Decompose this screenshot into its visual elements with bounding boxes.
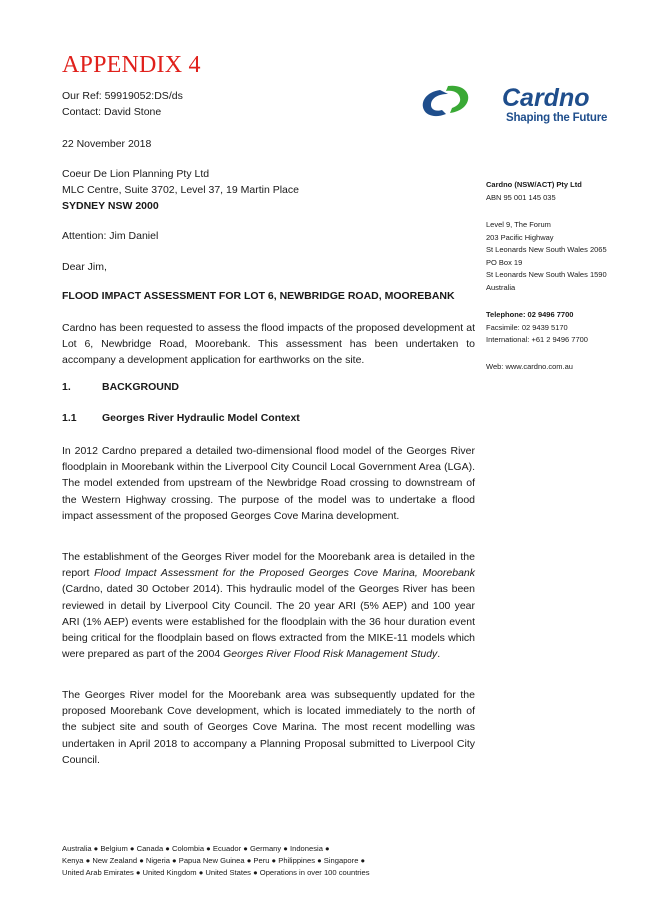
our-ref: Our Ref: 59919052:DS/ds [62,90,183,102]
para2-text-c: (Cardno, dated 30 October 2014). This hydraulic model of the Georges River has been reviewed in detail by Liverpool City Council. The 20 year ARI (5% AEP) and 100 year ARI (1% AEP) events were established for the floodplain with the 36 hour duration event being critical for the floodplain based on flows extracted from the MIKE-11 models which were prepared as part of the 2004 [62,583,475,661]
section-1-1-number: 1.1 [62,412,77,424]
letter-date: 22 November 2018 [62,138,152,150]
subject-line: FLOOD IMPACT ASSESSMENT FOR LOT 6, NEWBRIDGE ROAD, MOOREBANK [62,290,455,302]
sidebar-address [486,219,607,295]
recipient-company: Coeur De Lion Planning Pty Ltd [62,168,210,180]
study-title: Georges River Flood Risk Management Study [223,648,438,661]
section-1-1-title: Georges River Hydraulic Model Context [102,412,300,424]
sidebar-contact [486,309,588,347]
salutation: Dear Jim, [62,261,107,273]
para2-text-a: The establishment of the Georges River model for the Moorebank area is detailed in the report [62,551,475,580]
address-line: St Leonards New South Wales 2065 [486,245,607,255]
logo-tagline: Shaping the Future [506,112,608,124]
contact: Contact: David Stone [62,106,162,118]
appendix-title: APPENDIX 4 [62,52,201,78]
section-1-heading [62,381,179,393]
sidebar-international: International: +61 2 9496 7700 [486,335,588,345]
intro-paragraph: Cardno has been requested to assess the flood impacts of the proposed development at Lot 6, Newbridge Road, Moorebank. This assessment has been undertaken to accompany a development application for earthworks on the site. [62,322,475,367]
attention-line: Attention: Jim Daniel [62,230,159,242]
sidebar-abn: ABN 95 001 145 035 [486,192,556,202]
address-line: Level 9, The Forum [486,220,551,229]
address-line: Australia [486,282,516,292]
section-1-1-heading [62,412,300,424]
address-line: PO Box 19 [486,257,523,267]
recipient-block [62,166,299,214]
footer-line: Kenya ● New Zealand ● Nigeria ● Papua New Guinea ● Peru ● Philippines ● Singapore ● [62,856,366,865]
footer-countries [62,843,370,879]
recipient-city: SYDNEY NSW 2000 [62,200,159,212]
address-line: St Leonards New South Wales 1590 [486,270,607,280]
section-1-number: 1. [62,381,71,393]
reference-block [62,88,183,120]
report-title: Flood Impact Assessment for the Proposed Georges Cove Marina, Moorebank [94,567,475,580]
sidebar-facsimile: Facsimile: 02 9439 5170 [486,322,568,332]
paragraph-model-context: In 2012 Cardno prepared a detailed two-dimensional flood model of the Georges River floodplain in Moorebank within the Liverpool City Council Local Government Area (LGA). The model extended from upstream of the Newbridge Road crossing to downstream of the Western Highway crossing. The purpose of the model was to undertake a flood impact assessment of the proposed Georges Cove Marina development. [62,445,475,522]
address-line: 203 Pacific Highway [486,232,554,242]
sidebar-company-block [486,179,582,204]
sidebar-web[interactable]: Web: www.cardno.com.au [486,362,573,371]
logo-brand: Cardno [502,84,590,112]
footer-line: United Arab Emirates ● United Kingdom ● United States ● Operations in over 100 countries [62,868,370,877]
recipient-address: MLC Centre, Suite 3702, Level 37, 19 Martin Place [62,184,299,196]
section-1-title: BACKGROUND [102,381,179,393]
footer-line: Australia ● Belgium ● Canada ● Colombia ● Ecuador ● Germany ● Indonesia ● [62,844,330,853]
sidebar-telephone: Telephone: 02 9496 7700 [486,310,574,319]
paragraph-model-establishment [62,549,475,662]
paragraph-model-update: The Georges River model for the Moorebank area was subsequently updated for the proposed Moorebank Cove development, which is located immediately to the north of the subject site and south of Georges Cove Marina. The most recent modelling was undertaken in April 2018 to accompany a Planning Proposal submitted to Liverpool City Council. [62,689,475,766]
sidebar-company: Cardno (NSW/ACT) Pty Ltd [486,180,582,189]
para2-text-e: . [437,648,441,661]
